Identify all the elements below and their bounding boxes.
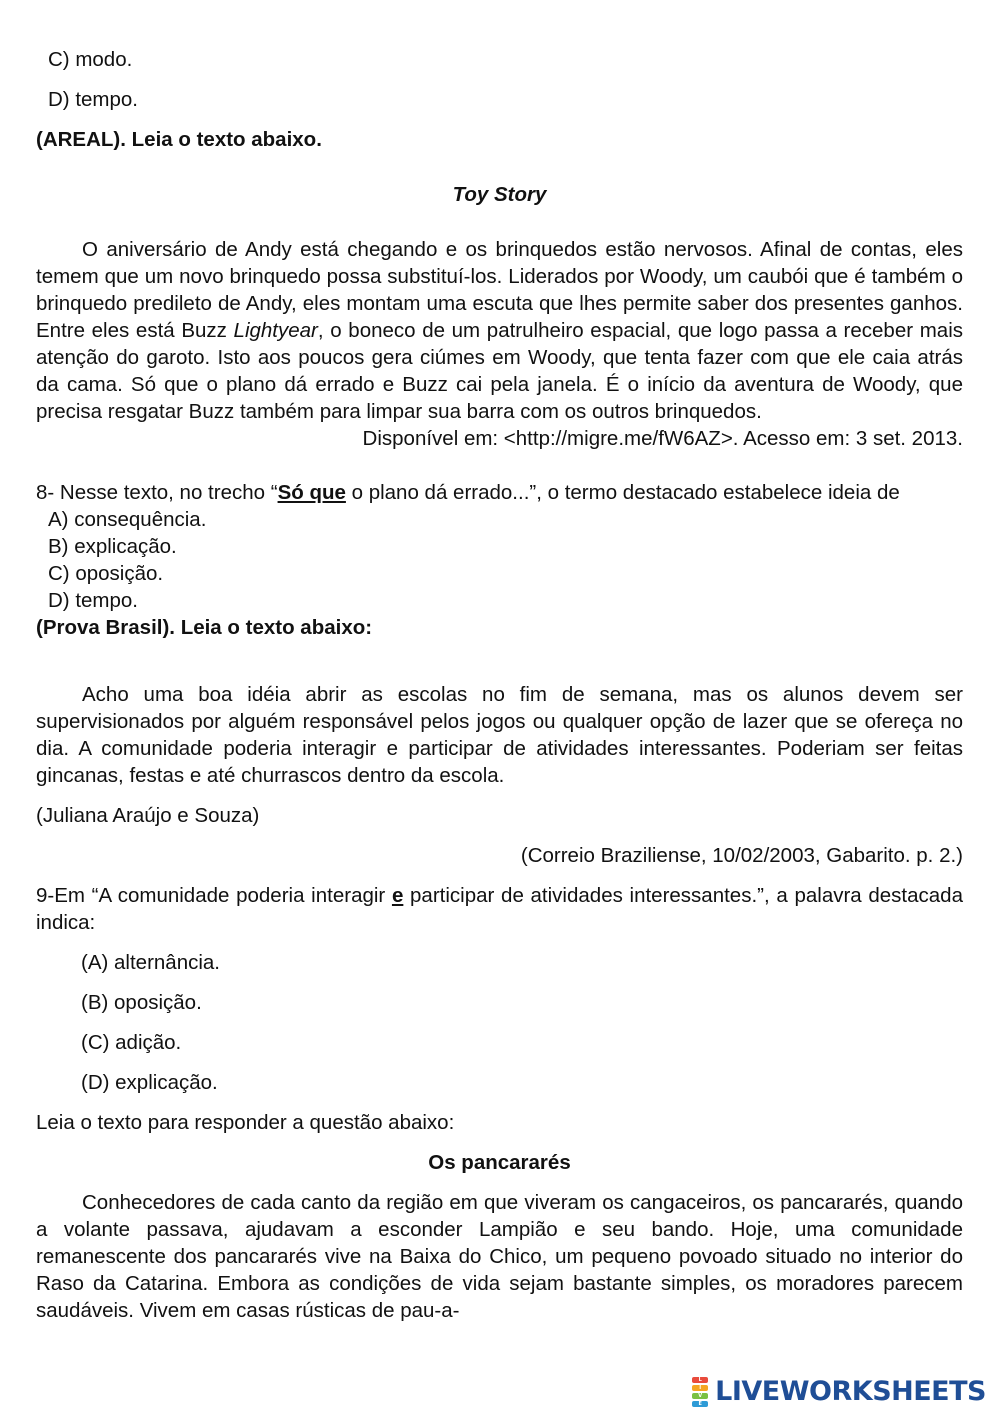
- badge-letter-v: V: [692, 1393, 708, 1399]
- section1-heading: (AREAL). Leia o texto abaixo.: [36, 128, 322, 151]
- q8-stem-after: o plano dá errado...”, o termo destacado estabelece ideia de: [345, 481, 900, 504]
- q8-option-d[interactable]: D) tempo.: [48, 589, 138, 612]
- question8-stem: [36, 479, 963, 506]
- toy-story-paragraph: [36, 236, 963, 425]
- section3-intro: Leia o texto para responder a questão abaixo:: [36, 1111, 455, 1134]
- badge-letter-i: I: [692, 1385, 708, 1391]
- section2-heading: (Prova Brasil). Leia o texto abaixo:: [36, 616, 373, 639]
- prev-option-c: C) modo.: [48, 48, 133, 71]
- logo-badge-icon: [689, 1377, 711, 1407]
- q8-stem-before: 8- Nesse texto, no trecho “: [36, 481, 278, 504]
- q8-option-a[interactable]: A) consequência.: [48, 508, 207, 531]
- prova-brasil-author: (Juliana Araújo e Souza): [36, 804, 260, 827]
- q9-option-a[interactable]: (A) alternância.: [81, 951, 221, 974]
- prova-brasil-paragraph: Acho uma boa idéia abrir as escolas no fim de semana, mas os alunos devem ser supervisionados por alguém responsável pelos jogos ou qualquer opção de lazer que se ofereça no dia. A comunidade poderia interagir e participar de atividades interessantes. Poderiam ser feitas gincanas, festas e até churrascos dentro da escola.: [36, 683, 963, 787]
- pancarares-title: Os pancararés: [428, 1151, 571, 1174]
- badge-letter-e: E: [692, 1401, 708, 1407]
- prev-option-d: D) tempo.: [48, 88, 138, 111]
- badge-letter-l: L: [692, 1377, 708, 1383]
- q9-highlight: e: [391, 884, 404, 907]
- toy-story-italic: Lightyear: [233, 319, 318, 342]
- logo-text: LIVEWORKSHEETS: [715, 1376, 986, 1407]
- toy-story-text-b: , o boneco de um patrulheiro espacial, que logo passa a receber mais atenção do garoto. Isto aos poucos gera ciúmes em Woody, que tenta fazer com que ele caia atrás da cama. Só que o plano dá errado e Buzz cai pela janela. É o início da aventura de Woody, que precisa resgatar Buzz também para limpar sua barra com os outros brinquedos.: [36, 319, 963, 423]
- q9-stem-before: 9-Em “A comunidade poderia interagir: [36, 884, 392, 907]
- q9-option-b[interactable]: (B) oposição.: [81, 991, 202, 1014]
- q8-option-c[interactable]: C) oposição.: [48, 562, 164, 585]
- toy-story-source: Disponível em: <http://migre.me/fW6AZ>. Acesso em: 3 set. 2013.: [362, 427, 963, 450]
- toy-story-title: Toy Story: [452, 183, 547, 206]
- q9-option-c[interactable]: (C) adição.: [81, 1031, 182, 1054]
- liveworksheets-logo: [689, 1375, 986, 1409]
- q9-option-d[interactable]: (D) explicação.: [81, 1071, 218, 1094]
- q8-highlight: Só que: [277, 481, 346, 504]
- worksheet-page: [36, 46, 963, 1324]
- q9-stem-after: participar de atividades interessantes.”, a palavra destacada indica:: [36, 884, 963, 934]
- pancarares-paragraph: Conhecedores de cada canto da região em que viveram os cangaceiros, os pancararés, quando a volante passava, ajudavam a esconder Lampião e seu bando. Hoje, uma comunidade remanescente dos pancararés vive na Baixa do Chico, um pequeno povoado situado no interior do Raso da Catarina. Embora as condições de vida sejam bastante simples, os moradores parecem saudáveis. Vivem em casas rústicas de pau-a-: [36, 1191, 963, 1322]
- toy-story-text-a: O aniversário de Andy está chegando e os brinquedos estão nervosos. Afinal de contas, eles temem que um novo brinquedo possa substituí-los. Liderados por Woody, um caubói que é também o brinquedo predileto de Andy, eles montam uma escuta que lhes permite saber dos presentes ganhos. Entre eles está Buzz: [36, 238, 963, 342]
- question9-stem: [36, 882, 963, 936]
- q8-option-b[interactable]: B) explicação.: [48, 535, 177, 558]
- prova-brasil-source: (Correio Braziliense, 10/02/2003, Gabarito. p. 2.): [520, 844, 963, 867]
